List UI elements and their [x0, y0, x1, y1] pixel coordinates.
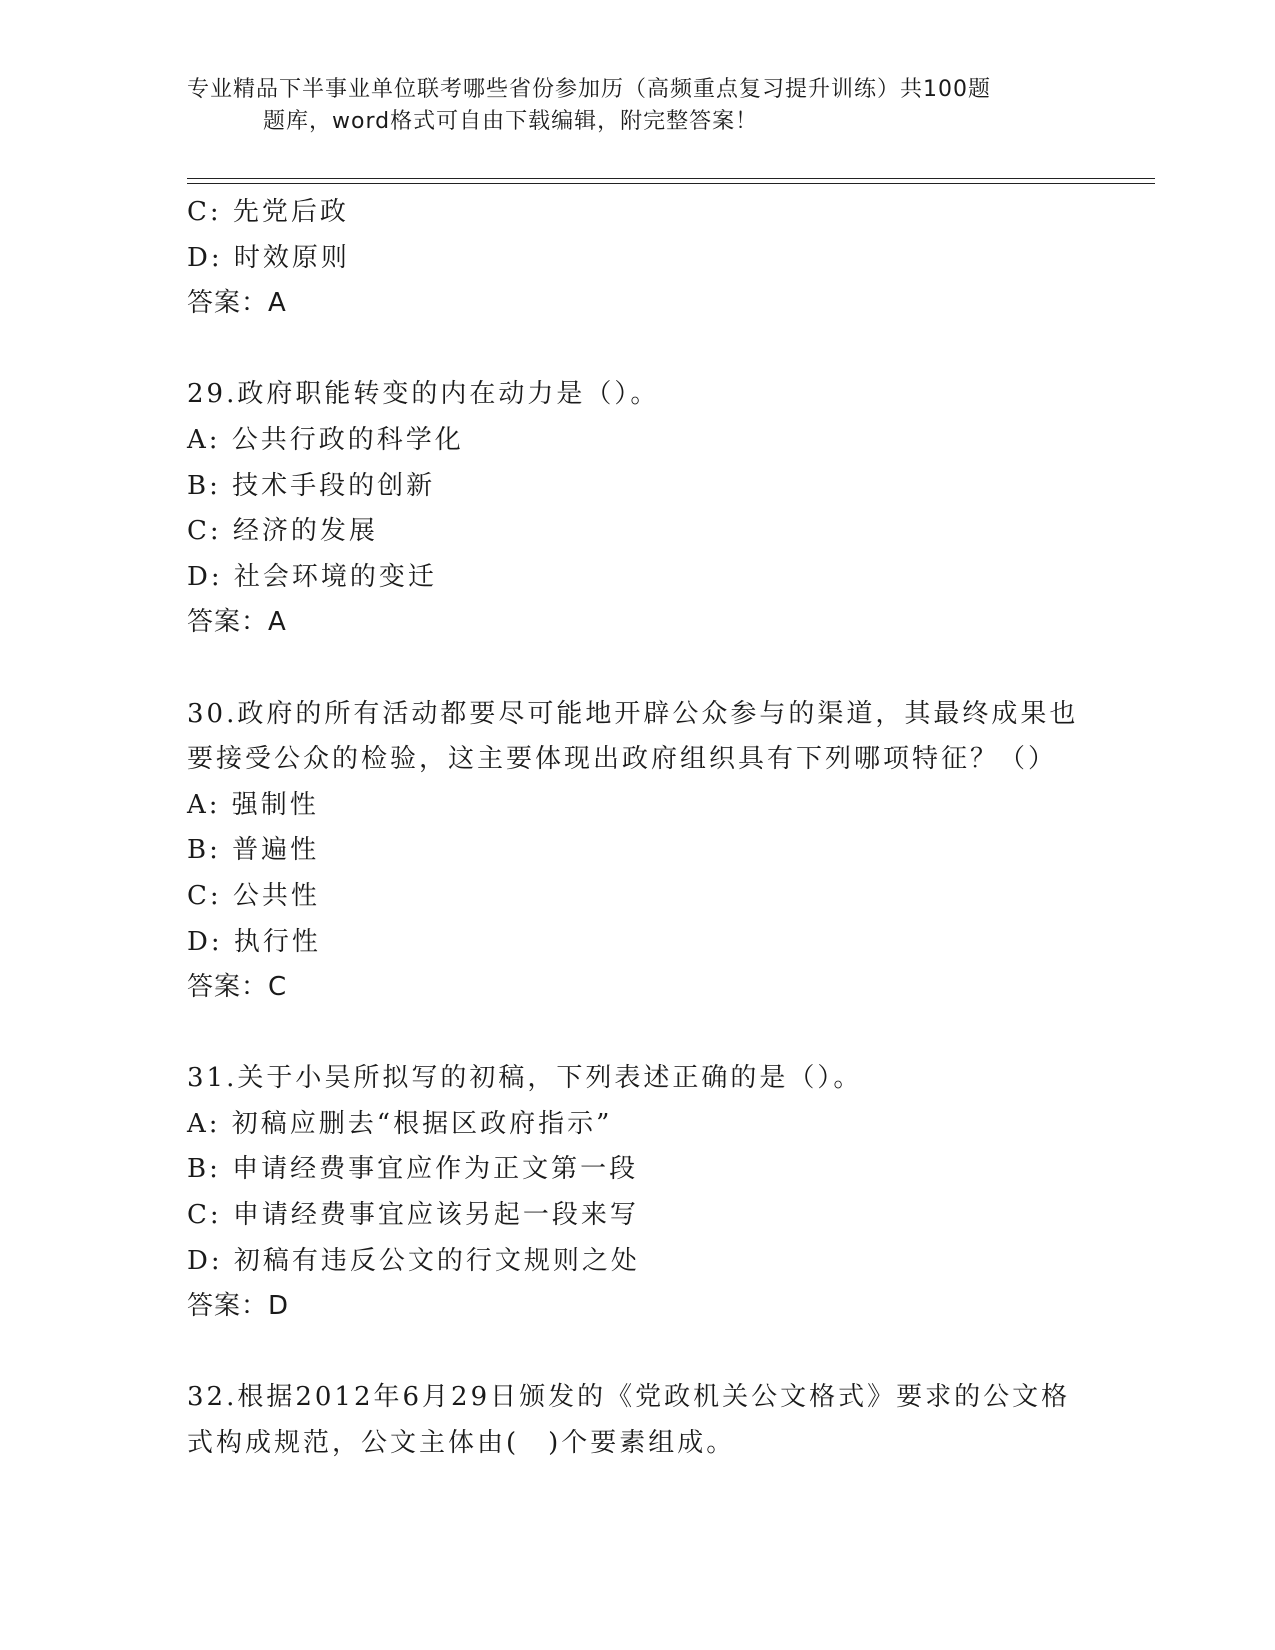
answer-line: 答案：D	[187, 1291, 290, 1322]
option-a: A: 强制性	[187, 789, 319, 820]
question-stem: 31.关于小吴所拟写的初稿，下列表述正确的是（）。	[187, 1063, 863, 1094]
option-d: D: 时效原则	[187, 242, 350, 273]
header-divider-bottom	[187, 183, 1155, 184]
spacer	[187, 327, 1087, 373]
question-stem-line2: 式构成规范，公文主体由( )个要素组成。	[187, 1428, 736, 1459]
option-c: C: 公共性	[187, 880, 320, 911]
document-header	[187, 74, 1067, 138]
header-divider-top	[187, 178, 1155, 179]
option-a: A: 公共行政的科学化	[187, 424, 464, 455]
answer-line: 答案：C	[187, 972, 288, 1003]
spacer	[187, 646, 1087, 692]
header-title-line1: 专业精品下半事业单位联考哪些省份参加历（高频重点复习提升训练）共100题	[187, 77, 991, 102]
option-c: C: 经济的发展	[187, 516, 378, 547]
option-d: D: 初稿有违反公文的行文规则之处	[187, 1245, 640, 1276]
answer-line: 答案：A	[187, 607, 287, 638]
option-d: D: 社会环境的变迁	[187, 561, 437, 592]
question-stem-line1: 30.政府的所有活动都要尽可能地开辟公众参与的渠道，其最终成果也	[187, 698, 1079, 729]
option-d: D: 执行性	[187, 926, 321, 957]
option-c: C: 申请经费事宜应该另起一段来写	[187, 1200, 639, 1231]
option-b: B: 普遍性	[187, 835, 320, 866]
option-c: C: 先党后政	[187, 197, 349, 227]
spacer	[187, 1011, 1087, 1057]
option-b: B: 技术手段的创新	[187, 470, 436, 501]
option-b: B: 申请经费事宜应作为正文第一段	[187, 1154, 639, 1185]
header-title-line2: 题库，word格式可自由下载编辑，附完整答案！	[263, 109, 759, 134]
question-stem: 29.政府职能转变的内在动力是（）。	[187, 379, 660, 410]
question-block-30	[187, 692, 1087, 1011]
question-block-29	[187, 372, 1087, 646]
option-a: A: 初稿应删去“根据区政府指示”	[187, 1108, 613, 1139]
question-block-31	[187, 1056, 1087, 1330]
question-block-prev	[187, 190, 1087, 327]
question-stem-line2: 要接受公众的检验，这主要体现出政府组织具有下列哪项特征？（）	[187, 744, 1058, 775]
answer-line: 答案：A	[187, 288, 287, 319]
question-list	[187, 190, 1087, 1467]
question-stem-line1: 32.根据2012年6月29日颁发的《党政机关公文格式》要求的公文格	[187, 1382, 1071, 1413]
spacer	[187, 1330, 1087, 1376]
question-block-32	[187, 1375, 1087, 1466]
